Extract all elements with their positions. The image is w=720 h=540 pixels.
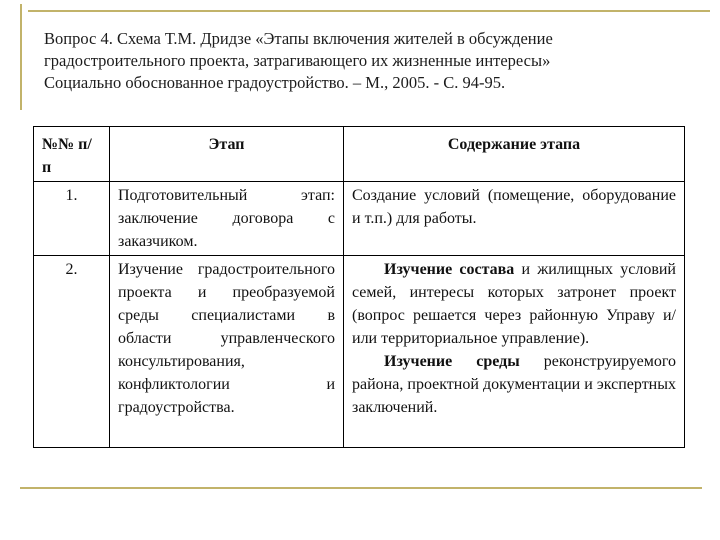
row-2-content-bold-1: Изучение состава (384, 261, 515, 278)
heading-line-1: Вопрос 4. Схема Т.М. Дридзе «Этапы включения жителей в обсуждение (44, 29, 553, 48)
row-1-number: 1. (34, 182, 110, 256)
row-2-stage: Изучение градостроительного проекта и преобразуемой среды специалистами в области управленческого консультирования, конфликтологии и градоустройства. (110, 256, 344, 448)
row-1-content: Создание условий (помещение, оборудование и т.п.) для работы. (344, 182, 685, 256)
row-2-content-bold-3: среды (476, 353, 520, 370)
row-2-content-paragraph-1 (352, 258, 676, 350)
table-row (34, 182, 685, 256)
row-2-number: 2. (34, 256, 110, 448)
row-2-content-bold-2: Изучение (384, 353, 453, 370)
heading-line-2: градостроительного проекта, затрагивающего их жизненные интересы» (44, 51, 551, 70)
frame-bottom-rule (20, 487, 702, 489)
table-row (34, 256, 685, 448)
header-number: №№ п/п (34, 127, 110, 182)
row-2-content-paragraph-2 (352, 350, 676, 419)
stages-table (33, 126, 685, 448)
header-stage: Этап (110, 127, 344, 182)
row-2-content-text-1: и жилищных условий семей, интересы которых затронет проект (вопрос решается через районную Управу и/или территориальное управление). (352, 261, 676, 347)
header-content: Содержание этапа (344, 127, 685, 182)
slide-heading (44, 28, 684, 94)
frame-top-rule (28, 10, 710, 12)
table-header-row (34, 127, 685, 182)
heading-line-3: Социально обоснованное градоустройство. – М., 2005. - С. 94-95. (44, 73, 506, 92)
row-2-content (344, 256, 685, 448)
row-1-stage: Подготовительный этап: заключение договора с заказчиком. (110, 182, 344, 256)
row-2-content-text-2: реконструируемого района, проектной документации и экспертных заключений. (352, 353, 677, 416)
frame-left-rule (20, 4, 22, 110)
